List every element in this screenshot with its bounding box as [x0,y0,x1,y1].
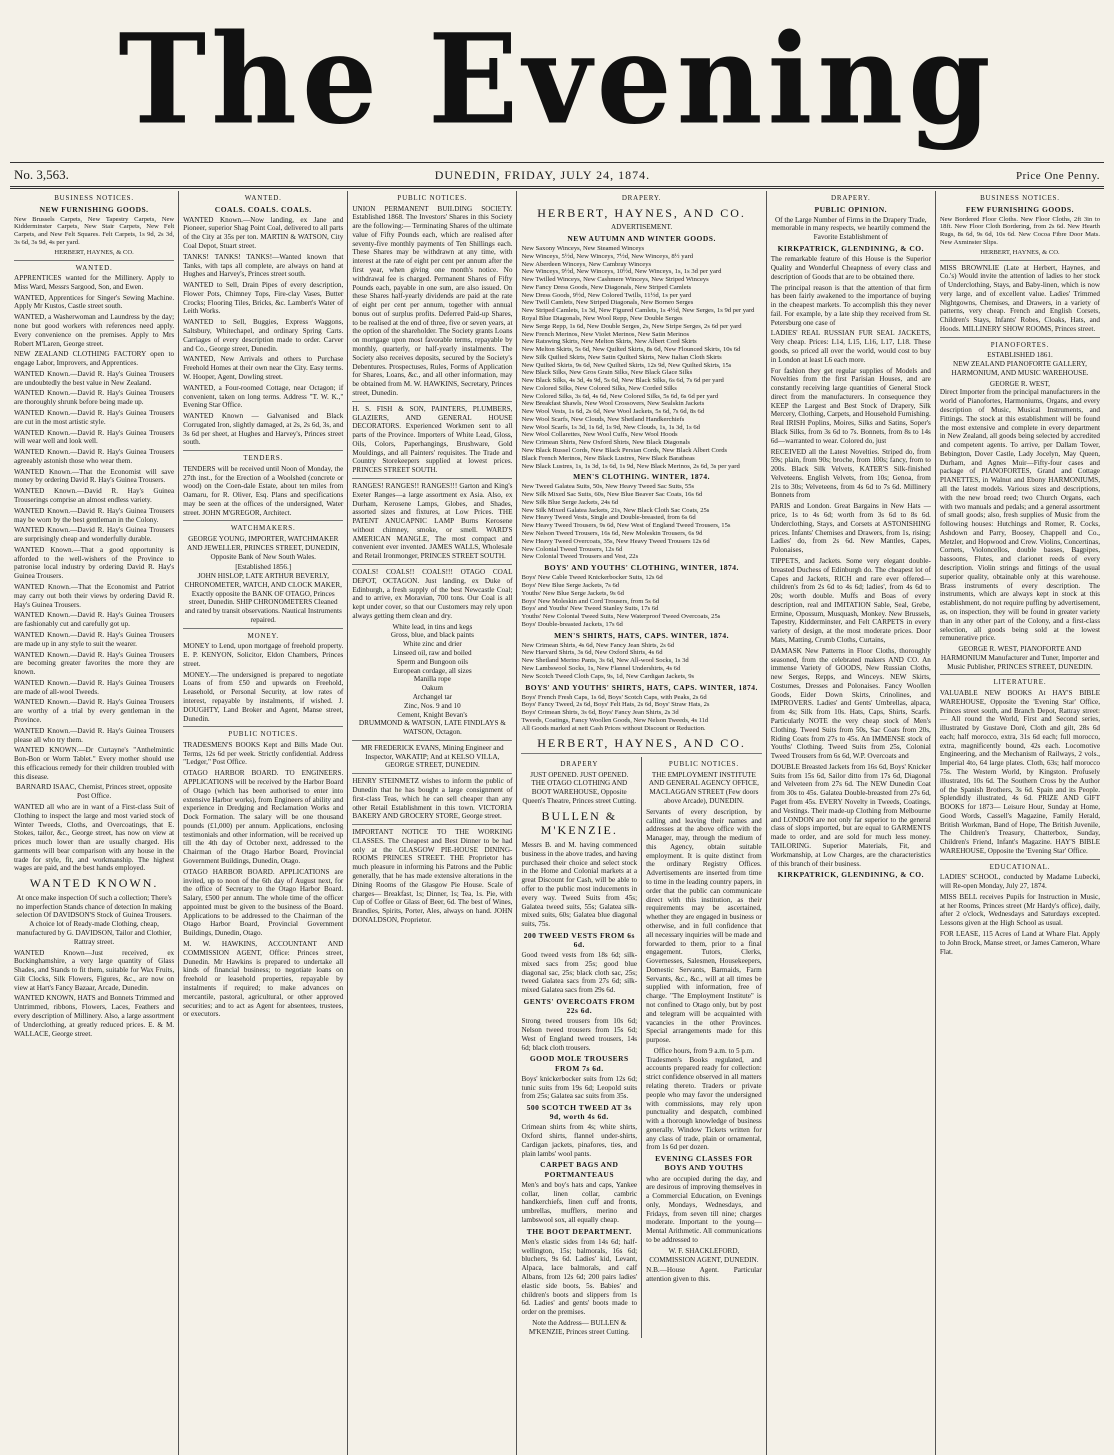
ad-text: GEORGE YOUNG, IMPORTER, WATCHMAKER AND JEWELLER, PRINCES STREET, DUNEDIN, Opposite Bank of New South Wales. [186,534,340,561]
divider [183,450,343,451]
ad-text: WANTED Known.—David R. Hay's Guinea Trousers are undoubtedly the best value in New Zealand. [14,369,175,387]
ad-signature: HERBERT, HAYNES, & CO. [54,248,134,256]
section-heading: WANTED. [75,263,113,272]
dateline [10,162,1104,189]
list-item: New Heavy Tweed Vests, Single and Double-breasted, from 6s 6d [521,514,696,522]
list-item: New French Merinos, New Violet Merinos, New Satin Merinos [521,330,690,338]
list-item: New Colonial Tweed Trousers and Vest, 22s [521,553,639,561]
ad-text: WANTED Known.—Now landing, ex Jane and Pioneer, superior Shag Point Coal, delivered to all parts of the City at 35s per ton. MARTIN & WATSON, City Coal Depot, Stuart street. [183,215,344,251]
list-item: Black French Merinos, New Black Lustres, New Black Baratheas [521,454,695,462]
ad-subheading: NEW FURNISHING GOODS. [39,204,149,214]
ad-text: Strong tweed trousers from 10s 6d; Nelson tweed trousers from 15s 6d; West of England tweed trousers, 14s 6d; black cloth trousers. [521,1017,638,1052]
list-item: Royal Blue Diagonals, New Wool Repp, New Double Serges [521,314,683,322]
ad-text: OTAGO HARBOR BOARD. APPLICATIONS are invited, up to noon of the 6th day of August next, for the office of Secretary to the Otago Harbor Board. Salary, £500 per annum. The whole time of the officer appointed must be given to the business of the Board. Applications to be addressed to the Chairman of the Otago Harbor Board, Provincial Government Buildings, Dunedin, Otago. [183,867,344,938]
ad-text: MISS BELL receives Pupils for Instruction in Music, at her Rooms, Princes street (Mr Hardy's office), daily, after 2 o'clock, Wednesdays and Saturdays excepted. Lessons given at the High School as usual. [939,892,1101,928]
list-item: New Black Russel Cords, New Black Persian Cords, New Black Albert Cords [521,446,728,454]
masthead [10,8,1104,156]
section-heading: EDUCATIONAL. [989,862,1051,871]
list-item: New Breakfast Shawls, New Wool Crossovers, New Sealskin Jackets [521,400,705,408]
list-item: New Heavy Tweed Trousers, 9s 6d, New West of England Tweed Trousers, 15s [521,522,731,530]
section-heading: DRAPERY [560,760,599,769]
firm-name: BULLEN & M'KENZIE. [540,808,618,838]
ad-text: TRADESMEN'S BOOKS Kept and Bills Made Out. Terms, 12s 6d per week. Strictly confidential. Address "Ledger," Post Office. [183,740,344,767]
ad-text: WANTED Known.—David R. Hay's Guinea Trousers are cut in the most artistic style. [14,408,175,426]
ad-subheading: BOYS' AND YOUTHS' CLOTHING, WINTER, 1874. [544,563,739,573]
ad-subheading: PUBLIC OPINION. [814,204,888,214]
ad-text: GEORGE R. WEST, [989,379,1050,388]
section-heading: PUBLIC NOTICES. [668,760,739,769]
list-item: Oakum [421,684,443,693]
divider [183,628,343,629]
list-item: New Colored Silks, 3s 6d, 4s 6d, New Colored Silks, 5s 6d, 6s 6d per yard [521,392,719,400]
list-item: New Wool Vests, 1s 6d, 2s 6d, New Wool Jackets, 5s 6d, 7s 6d, 8s 6d [521,408,705,416]
goods-list [521,574,761,628]
ad-subheading: 200 TWEED VESTS FROM 6s 6d. [523,930,635,949]
ad-text: LADIES' REAL RUSSIAN FUR SEAL JACKETS, Very cheap. Prices: L14, L15, L16, L17, L18. These goods, so priced all over the world, would cost to buy in London at least L6 each more. [770,329,931,364]
ad-signature: HERBERT, HAYNES, & CO. [980,248,1060,256]
ad-text: At once make inspection Of such a collection; There's no imperfection Stands chance of detection In making selection Of DAVIDSON'S Stock of Guinea Trousers. A choice lot of Ready-made Clothing, cheap, manufactured by G. DAVIDSON, Tailor and Clothier, Rattray street. [16,893,172,946]
ad-text: Good tweed vests from 18s 6d; silk-mixed sacs from 25s; good blue diagonal sac, 25s; black cloth sac, 25s; tweed Galatea sacs from 27s 6d; silk-mixed Galatea sacs from 29s 6d. [521,951,638,995]
ad-subheading: FEW FURNISHING GOODS. [965,204,1074,214]
section-heading: MONEY. [247,631,279,640]
ad-subheading: ADVERTISEMENT. [611,223,673,232]
ad-text: JOHN HISLOP, LATE ARTHUR BEVERLY, CHRONOMETER, WATCH, AND CLOCK MAKER, Exactly opposite the BANK OF OTAGO, Princes street, Dunedin. SHIP CHRONOMETERS Cleaned and rated by transit observations. Nautical Instruments repaired. [184,572,342,624]
divider [352,564,512,565]
ad-subheading: 500 SCOTCH TWEED AT 3s 9d, worth 4s 6d. [526,1103,632,1122]
firm-name: HERBERT, HAYNES, AND CO. [537,205,746,220]
ad-text: WANTED KNOWN.—Dr Curtayne's "Anthelmintic Bon-Bon or Worm Tablet." Every mother should use this efficacious remedy for their children troubled with this disease. [14,746,175,781]
divider [14,260,174,261]
list-item: New Shetland Merino Pants, 3s 6d, New All-wool Socks, 1s 3d [521,657,689,665]
ad-text: WANTED Known.—David R. Hay's Guinea Trousers are made of all-wool Tweeds. [14,678,175,696]
list-item: European cordage, all sizes [393,666,472,675]
list-item: Boys' New Moleskin and Cord Trousers, from 5s 6d [521,597,660,605]
place-date: DUNEDIN, FRIDAY, JULY 24, 1874. [434,168,651,182]
section-heading: PUBLIC NOTICES. [228,730,299,739]
ad-subheading: MEN'S CLOTHING. WINTER, 1874. [573,472,711,482]
ad-signature: DRUMMOND & WATSON, LATE FINDLAYS & WATSON, Octagon. [358,719,506,737]
list-item: New Colonial Tweed Trousers, 12s 6d [521,545,623,553]
ad-text: THE OTAGO CLOTHING AND BOOT WAREHOUSE, Opposite Queen's Theatre, Princes street Cutting. [522,779,637,806]
list-item: Youths' New Colonial Tweed Suits, New Waterproof Tweed Overcoats, 25s [521,613,721,621]
ad-text: Of the Large Number of Firms in the Drapery Trade, memorable in many respects, we heartily commend the Favorite Establishment of [771,215,931,242]
section-heading: BUSINESS NOTICES. [980,194,1060,202]
list-item: New Twilled Winceys, New Cashmere Winceys, New Striped Winceys [521,276,709,284]
ad-text: H. S. FISH & SON, PAINTERS, PLUMBERS, GLAZIERS, AND GENERAL HOUSE DECORATORS. Experienced Workmen sent to all parts of the Province. Importers of White Lead, Gloss, Oils, Colors, Paperhangings, Brushware, Gold Mouldings, and all Painters' requisites. The Trade and Country Storekeepers supplied at lowest prices. PRINCES STREET SOUTH. [352,404,513,475]
ad-text: WANTED to Sell, Drain Pipes of every description, Flower Pots, Chimney Tops, Fire-clay Vases, Butter Crocks; Flooring Tiles, Bricks, &c. Lambert's Water of Leith Works. [183,281,344,316]
section-heading: PUBLIC NOTICES. [397,194,468,202]
list-item: New Twill Camlets, New Striped Diagonals, New Borneo Serges [521,299,694,307]
divider [352,401,512,402]
ad-subheading: GOOD MOLE TROUSERS FROM 7s 6d. [529,1054,629,1073]
ad-text: M. W. HAWKINS, ACCOUNTANT AND COMMISSION AGENT, Office: Princes street, Dunedin. Mr Hawkins is prepared to undertake all kinds of financial business; to negotiate loans on freehold or leasehold properties, repayable by instalments if required; to make advances on mercantile, pastoral, agricultural, or other approved securities; and to act as Agent for absentees, trustees, or executors. [183,940,344,1019]
ad-text: NEW ZEALAND CLOTHING FACTORY open to engage Labor, Improvers, and Apprentices. [14,350,175,368]
ad-text: Office hours, from 9 a.m. to 5 p.m. [653,1046,755,1055]
divider [940,260,1100,261]
divider [940,337,1100,338]
ad-text: THE EMPLOYMENT INSTITUTE AND GENERAL AGENCY OFFICE, MACLAGGAN STREET (Few doors above Arcade), DUNEDIN. [648,770,759,806]
ad-text: For fashion they get regular supplies of Models and Novelties from the first Parisian Houses, and are constantly receiving large quantities of General Stock direct from the manufacturers. In consequence they KEEP the Largest and Best Stock of Drapery, Silk Mercery, Clothing, Carpets, and Household Furnishing. Real IRISH Poplins, Moires, Silks and Satins, Soper's Black Silks, from 3s 6d to 7s. Bonnets, from 8s to 14s 6d—warranted to wear. Colored do, just [770,366,931,445]
list-item: Boys' and Youths' New Tweed Stanley Suits, 17s 6d [521,605,659,613]
column-1 [10,191,179,1455]
list-item: All Goods marked at nett Cash Prices without Discount or Reduction. [521,724,706,732]
ad-text: who are occupied during the day, and are desirous of improving themselves in a Commercial Education, on Evenings only, Mondays, Wednesdays, and Fridays, from seven till nine; charges moderate. Important to the young—Mental Arithmetic. All communications to be addressed to [646,1174,762,1245]
ad-text: WANTED Known—Just received, ex Buckinghamshire, a very large quantity of Glass Shades, and Stands to fit them, suitable for Wax Fruits, Gilt Clocks, Silk Flowers, Figures, &c., are now on view at Hart's Fancy Bazaar, Arcade, Dunedin. [14,948,175,992]
ad-text: MR FREDERICK EVANS, Mining Engineer and Inspector, WAKATIP; And at KELSO VILLA, GEORGE STREET, DUNEDIN. [361,743,504,770]
ad-text: WANTED Known.—David R. Hay's Guinea Trousers are surprisingly cheap and wonderfully durable. [14,526,175,544]
ad-text: OTAGO HARBOR BOARD. TO ENGINEERS. APPLICATIONS will be received by the Harbor Board of Otago (which has been authorised to enter into extensive Harbor works), from Engineers of ability and experience in Dredging and Reclamation Works and Dock Formation. The salary will be one thousand pounds (£1,000) per annum. Applications, enclosing testimonials and other information, will be received up till the 4th day of October next, addressed to the Chairman of the Otago Harbor Board, Provincial Government Buildings, Dunedin, Otago. [183,769,344,866]
ad-text: UNION PERMANENT BUILDING SOCIETY. Established 1868. The Investors' Shares in this Society are the following:— Terminating Shares of the ultimate value of Fifty Pounds each, which are realised after seventy-five monthly payments of Ten Shillings each. These Shares may be withdrawn at any time, with interest at the rate of eight per cent per annum after the first year, when giving one month's notice. No withdrawal fee is charged. Permanent Shares of Fifty Pounds each, payable in one sum, are also issued. On these Shares half-yearly dividends are paid at the rate of eight per cent per annum, together with annual bonus out of surplus profits. Deferred Paid-up Shares, to be realised at the end of three, five or seven years, at the option of the shareholder. The Society grants Loans on mortgage upon most favorable terms, repayable by monthly, quarterly, or half-yearly instalments. The Society also receives deposits, secured by the Society's Debentures. Prospectuses, Rules, Forms of Application for Shares, Loans, &c., and all other information, may be obtained from M. W. HAWKINS, Secretary, Princes street, Dunedin. [352,204,513,397]
ad-text: WANTED Known.—David R. Hay's Guinea Trouserings comprise an almost endless variety. [14,487,175,504]
ad-subheading: BOYS' AND YOUTHS' SHIRTS, HATS, CAPS. WINTER, 1874. [525,682,758,692]
list-item: New Melton Skirts, 5s 6d, New Quilted Skirts, 8s 6d, New Flounced Skirts, 10s 6d [521,346,741,354]
ad-text: Crimean shirts from 4s; white shirts, Oxford shirts, flannel under-shirts, Cardigan jackets, pinafores, ties, and plain lambs' wool pants. [521,1123,638,1158]
list-item: New Lambswool Socks, 1s, New Flannel Undershirts, 4s 6d [521,665,681,673]
ad-signature: GEORGE R. WEST, PIANOFORTE AND HARMONIUM Manufacturer and Tuner, Importer and Music Publisher, PRINCES STREET, DUNEDIN. [940,645,1100,671]
ad-text: LADIES' SCHOOL, conducted by Madame Lubecki, will Re-open Monday, July 27, 1874. [939,873,1101,891]
ad-text: TIPPETS, and Jackets. Some very elegant double-breasted Duchess of Edinburgh do. The cheapest lot of Capes and Jackets, RICH and rare ever offered—children's from 2s 6d to 4s 6d; ladies', from 4s 6d to 20s; worth double. Muffs and Boas of every description, real and IMITATION Sable, Seal, Grebe, Ermine, Opossum, Musquash, Monkey. New Brussels, Tapestry, Kidderminster, and Felt CARPETS in every variety of design, at the most moderate prices. Door Mats, Matting, Crumb Cloths, Curtains, [770,556,931,644]
ad-text: WANTED Known.—That a good opportunity is afforded to the well-wishers of the Province to patronise local industry by ordering David R. Hay's Guinea Trousers. [14,545,175,581]
ad-text: MONEY.—The undersigned is prepared to negotiate Loans of from £50 and upwards on Freehold, Leasehold, or Personal Security, at low rates of interest, repayable by instalments, if wished. J. DOUGHTY, Land Broker and Agent, Manse street, Dunedin. [183,670,344,723]
ad-text: Men's elastic sides from 14s 6d; half-wellington, 15s; balmorals, 16s 6d; bluchers, 9s 6d. Ladies' kid, Levant, Alpaca, lace balmorals, and calf Albans, from 12s 6d; 200 pairs ladies' elastic side boots, 5s. Babies' and children's boots and slippers from 1s 6d. Ladies' and gents' boots made to order on the premises. [521,1237,638,1317]
ad-text: Servants of every description, by calling and leaving their names and addresses at the above office with the Manager, may, through the medium of this Agency, obtain suitable employment. It is quite distinct from the ordinary Registry Offices. Advertisements are inserted from time to time in the leading country papers, in order that the public can communicate direct with this institution, as their requirements may be ascertained, whether they are engaged in business or otherwise, and in full confidence that all necessary inquiries will be made and forwarded to them, prior to a final engagement. Tutors, Clerks, Governesses, Salesmen, Housekeepers, Domestic Servants, Barmaids, Farm Servants, &c., &c., will at all times be supplied with information, free of charge. "The Employment Institute" is not confined to Otago only, but by post and telegram will be acquainted with vacancies in the other Provinces. Special arrangements made for this purpose. [646,807,762,1045]
ad-text: FOR LEASE, 115 Acres of Land at Whare Flat. Apply to John Brock, Manse street, or James Cameron, Whare Flat. [939,930,1101,956]
ad-subheading: THE BOOT DEPARTMENT. [526,1226,632,1236]
ad-text: COALS! COALS!! COALS!!! OTAGO COAL DEPOT, OCTAGON. Just landing, ex Duke of Edinburgh, a fresh supply of the best Newcastle Coal; and to arrive, ex Moravian, 700 tons. Our Coal is all kept under cover, so that our Customers may rely upon always getting them clean and dry. [352,568,513,620]
list-item: New Striped Camlets, 1s 3d, New Figured Camlets, 1s 4½d, New Serges, 1s 9d per yard [521,307,755,315]
list-item: Sperm and Bungoon oils [396,657,469,666]
ad-signature: KIRKPATRICK, GLENDINING, & CO. [777,870,924,880]
ad-text: DOUBLE Breasted Jackets from 16s 6d, Boys' Knicker Suits from 15s 6d, Sailor ditto from 17s 6d, Diagonal and Velveteen from 27s 6d. The NEW Dunedin Coat from 30s to 45s. Galatea Double-breasted from 27s 6d, Paget from 45s. EVERY Novelty in Tweeds, Coatings, and Vestings. Their made-up Clothing from Melbourne and LONDON are not only far superior to the general class of slops imported, but are equal to GARMENTS made to order, and are sold for much less money. TAILORING. Superior Materials, Fit, and Workmanship, at Low Charges, are the characteristics of this branch of their business. [770,762,931,868]
ad-text: Boys' knickerbocker suits from 12s 6d; tunic suits from 19s 6d; Leopold suits from 25s; Galatea sac suits from 35s. [521,1074,638,1101]
list-item: New Wool Scarfs, 1s 3d, 1s 6d, 1s 9d, New Clouds, 1s, 1s 3d, 1s 6d [521,423,700,431]
ad-text: WANTED Known.—David R. Hay's Guinea Trousers are fashionably cut and carefully got up. [14,611,175,629]
ad-text: WANTED Known.—David R. Hay's Guinea Trousers please all who try them. [14,726,175,744]
divider [183,726,343,727]
ad-subheading: JUST OPENED. JUST OPENED. [530,770,629,779]
divider [521,753,761,754]
ad-text: Direct Importer from the principal manufacturers in the world of Pianofortes, Harmoniums, Organs, and every description of Music, Musical Instruments, and Fittings. The stock at this establishment will be found the most extensive and complete in every department in New Zealand, all goods being selected by accredited and competent agents. To arrive, per Dallam Tower, Bebington, Dover Castle, Lady Jocelyn, May Queen, Durham, and Agnes Muir—Fifty-four cases and package of PIANOFORTES, Grand and Cottage PIANETTES, in Walnut and Ebony HARMONIUMS, all the latest models. Various sizes and descriptions, with the new broad reed; two Church Organs, each with two manuals and pedals; and a general assortment of small goods; also, fresh supplies of Music from the following houses: Hutchings and Romer, R. Cocks, Ashdown and Parry, Boosey, Chappell and Co., Metzler, and Hopwood and Crew. Violins, Concertinas, Cornets, Violoncellos, double basses, Bagpipes, bassoons, Flutes, and clarionet reeds of every description. Violin strings and fittings of the usual superior quality, obtainable only at this warehouse. Brass instruments of every description. The instruments, which are always kept in stock at this establishment, do not require puffing by advertisement, as, on inspection, they will be found in greater variety than in any other part of the Colony, and a first-class selection, all goods being sold at the lowest remunerative price. [939,388,1101,643]
ad-text: HENRY STEINMETZ wishes to inform the public of Dunedin that he has bought a large consignment of first-class Teas, which he can sell cheaper than any other Retail Establishment in this town. VICTORIA BAKERY AND GROCERY STORE, George street. [352,777,513,821]
lower-split [521,757,761,1338]
ad-text: ESTABLISHED 1861. [987,351,1053,360]
list-item: New Ratswing Skirts, New Melton Skirts, New Albert Cord Skirts [521,338,697,346]
list-item: New Silk Mixed Sac Suits, 60s, New Blue Beaver Sac Coats, 16s 6d [521,491,703,499]
list-item: Boys' Double-breasted Jackets, 17s 6d [521,620,623,628]
list-item: White lead, in tins and kegs [392,622,473,631]
divider [940,674,1100,675]
list-item: New Black Silks, 4s 3d, 4s 9d, 5s 6d, New Black Silks, 6s 6d, 7s 6d per yard [521,377,724,385]
ad-subheading: NEW AUTUMN AND WINTER GOODS. [567,233,716,243]
list-item: Manilla rope [413,675,451,684]
divider [352,824,512,825]
divider [352,478,512,479]
ad-text: WANTED all who are in want of a First-class Suit of Clothing to inspect the large and most varied stock of Winter Tweeds, Cloths, and Overcoatings, that E. Stokes, tailor, &c., George street, has now on view at prices much lower than are usually charged. His garments will bear comparison with any house in the trade for style, fit, and workmanship. The highest wages are paid, and the best hands employed. [14,803,175,873]
list-item: New Dress Goods, 9½d, New Colored Twills, 11½d, 1s per yard [521,291,692,299]
section-heading: WANTED. [244,194,282,202]
bullen-ad [521,757,642,1338]
ad-text: BARNARD ISAAC, Chemist, Princes street, opposite Post Office. [16,783,173,801]
list-item: Boys' Crimean Shirts, 3s 6d, Boys' Fancy Jean Shirts, 2s 3d [521,709,679,717]
goods-list [352,623,512,720]
list-item: Linseed oil, raw and boiled [393,649,472,658]
list-item: Tweeds, Coatings, Fancy Woollen Goods, New Nelson Tweeds, 4s 11d [521,716,709,724]
ad-heading: WANTED KNOWN. [29,876,159,891]
ad-text: NEW ZEALAND PIANOFORTE GALLERY, HARMONIUM, AND MUSIC WAREHOUSE. [951,360,1089,377]
ad-text: WANTED to Sell, Buggies, Express Waggons, Saltsbury, Whitechapel, and ordinary Spring Carts. Carriages of every description made to order. Carver and Co., George street, Dunedin. [183,318,344,353]
goods-list [521,483,761,561]
list-item: New Scotch Tweed Cloth Caps, 9s, 1d, New Cardigan Jackets, 9s [521,672,695,680]
column-7 [936,191,1104,1455]
divider [352,773,512,774]
ad-subheading: COALS. COALS. COALS. [214,204,312,214]
list-item: Boys' Fancy Tweed, 2s 6d, Boys' Felt Hats, 2s 6d, Boys' Straw Hats, 2s [521,701,710,709]
ad-text: PARIS and London. Great Bargains in New Hats —price, 1s to 4s 6d; worth from 3s 6d to 8s 6d. Underclothing, Stays, and Corsets at ASTONISHING prices. Infants' Chemises and Drawers, from 1s, rising; Ladies' do, from 2s 6d. New Mantles, Capes, Polonaises, [770,502,931,555]
list-item: New Silk Blue Serge Jackets, 24s 6d [521,498,619,506]
ad-text: WANTED Known.—David R. Hay's Guinea Trousers may be worn by the best gentleman in the Colony. [14,506,175,524]
list-item: New Nelson Tweed Trousers, 16s 6d, New Moleskin Trousers, 6s 9d [521,530,703,538]
columns [10,191,1104,1455]
section-heading: DRAPERY. [621,194,662,202]
list-item: Boys' French Fresh Caps, 1s 6d, Boys' Scotch Caps, with Peaks, 2s 6d [521,693,707,701]
list-item: New Saxony Winceys, New Steamed Winceys [521,245,645,253]
ad-text: N.B.—House Agent. Particular attention given to this. [646,1266,762,1284]
list-item: New Winceys, 9½d, New Winceys, 10½d, New Winceys, 1s, 1s 3d per yard [521,268,722,276]
goods-list [521,245,761,470]
list-item: New Crimean Shirts, New Oxford Shirts, New Black Diagonals [521,439,690,447]
ad-text: Tradesmen's Books regulated, and accounts prepared ready for collection: strict confidence observed in all matters relating thereto. Traders or private people who may favor the undersigned with commissions, may rely upon punctuality and despatch, combined with a thorough knowledge of business generally. Window Tickets written for any class of trade, plain or ornamental, from 1s 6d per dozen. [646,1055,762,1152]
ad-text: The principal reason is that the attention of that firm has been fairly awakened to the importance of buying in the cheapest markets. To accomplish this they never fail. For example, by a late ship they received from St. Petersburg one case of [770,283,931,327]
ad-text: New Brussels Carpets, New Tapestry Carpets, New Kidderminster Carpets, New Stair Carpets, New Felt Carpets, and New Felt Squares. Felt Carpets, 1s 9d, 2s 3d, 3s 6d, 3s 9d, 4s per yard. [14,215,175,246]
list-item: New Serge Repp, 1s 6d, New Double Serges, 2s, New Stripe Serges, 2s 6d per yard [521,322,742,330]
section-heading: LITERATURE. [993,678,1047,687]
ad-text: WANTED Known.—David R. Hay's Guinea Trousers are made up in any style to suit the wearer. [14,630,175,648]
ad-text: New Bordered Floor Cloths. New Floor Cloths, 2ft 3in to 18ft. New Floor Cloth Bordering, from 2s 6d. New Hearth Rugs, 8s 6d, 9s 6d, 10s 6d. New Cocoa Fibre Door Mats. New Axminster Slips. [939,215,1101,246]
ad-text: WANTED Known.—That the Economist will save money by ordering David R. Hay's Guinea Trousers. [14,467,175,485]
ad-text: APPRENTICES wanted for the Millinery. Apply to Miss Ward, Messrs Sargood, Son, and Ewen. [14,274,175,291]
column-2 [179,191,348,1455]
goods-list [521,694,761,733]
list-item: New Black Lustres, 1s, 1s 3d, 1s 6d, 1s 9d, New Black Merinos, 2s 6d, 3s per yard [521,462,740,470]
ad-text: WANTED, Apprentices for Singer's Sewing Machine. Apply Mr Kustos, Castle street south. [14,293,175,311]
firm-name: KIRKPATRICK, GLENDINING, & CO. [777,244,924,254]
list-item: New Fancy Dress Goods, New Diagonals, New Striped Camlets [521,283,692,291]
ad-text: MISS BROWNLIE (Late at Herbert, Haynes, and Co.'s) Would invite the attention of ladies to her stock of Underclothing, Stays, and Baby-linen, which is now very large, and of excellent value. Ladies' Trimmed Nightgowns, Chemises, and Drawers, in a variety of patterns, very cheap. French and English Corsets, Children's Stays, Infants' Robes, Cloaks, Hats, and Hoods. MILLINERY SHOW ROOMS, Princes street. [939,263,1101,333]
ad-signature: W. F. SHACKLEFORD, COMMISSION AGENT, DUNEDIN. [649,1246,759,1264]
list-item: New Colored Silks, New Colored Silks, New Corded Silks [521,384,677,392]
ad-text: WANTED Known.—David R. Hay's Guinea Trousers are thoroughly shrunk before being made up. [14,389,175,407]
list-item: New Heavy Tweed Overcoats, 35s, New Heavy Tweed Trousers 12s 6d [521,537,710,545]
ad-text: Messrs B. and M. having commenced business in the above trades, and having purchased their choice and select stock in the Home and Colonial markets at a great Discount for Cash, will be able to offer to the public most inducements in every way. Tweed Suits from 45s; Galatea tweed suits, 55s; Galatea silk-mixed suits, 60s; Galatea blue diagonal suits, 75s. [521,841,638,929]
ad-text: The remarkable feature of this House is the Superior Quality and Wonderful Cheapness of every class and description of Goods that are to be obtained there. [770,255,931,281]
goods-list [521,642,761,681]
ad-text: WANTED, a Washerwoman and Laundress by the day; none but good workers with references need apply. Every convenience on the premises. Apply to Mrs Robert M'Laren, George street. [14,313,175,348]
ad-subheading: GENTS' OVERCOATS FROM 22s 6d. [523,997,636,1016]
ad-text: TENDERS will be received until Noon of Monday, the 27th inst., for the Erection of a Woolshed (concrete or wood) on the Coen-dale Estate, about ten miles from Oamaru, for R. Oliver, Esq. Plans and specifications may be seen at the offices of the undersigned, Water street. JOHN M'GREGOR, Architect. [183,464,344,517]
section-heading: DRAPERY. [831,194,871,202]
firm-name: HERBERT, HAYNES, AND CO. [537,735,746,750]
column-4 [517,191,766,1455]
ad-subheading: EVENING CLASSES FOR BOYS AND YOUTHS [655,1154,753,1173]
ad-text: WANTED Known.—That the Economist and Patriot may carry out both their views by ordering David R. Hay's Guinea Trousers. [14,583,175,609]
list-item: White zinc and drier [402,640,462,649]
divider [352,740,512,741]
list-item: Zinc, Nos. 9 and 10 [404,701,461,710]
ad-text: WANTED, a Four-roomed Cottage, near Octagon; if convenient, taken on long terms. Address "T. W. K.," Evening Star Office. [183,383,344,410]
ad-subheading: MEN'S SHIRTS, HATS, CAPS. WINTER, 1874. [554,630,729,640]
ad-text: [Established 1856.] [235,563,292,572]
ad-signature: Note the Address— BULLEN & M'KENZIE, Princes street Cutting. [528,1318,630,1336]
list-item: New Winceys, 5½d, New Winceys, 7½d, New Winceys, 8½ yard [521,252,693,260]
list-item: New Quilted Skirts, 9s 6d, New Quilted Skirts, 12s 9d, New Quilted Skirts, 15s [521,361,732,369]
section-heading: TENDERS. [243,454,284,463]
section-heading: BUSINESS NOTICES. [54,194,134,202]
column-3 [348,191,517,1455]
list-item: New Harvard Shirts, 3s 6d, New Oxford Shirts, 4s 6d [521,649,663,657]
ad-text: WANTED Known.—David R. Hay's Guinea Trousers agreeably astonish those who wear them. [14,448,175,465]
price: Price One Penny. [1016,170,1100,182]
list-item: New Silk Quilted Skirts, New Satin Quilted Skirts, New Italian Cloth Skirts [521,353,722,361]
ad-text: IMPORTANT NOTICE TO THE WORKING CLASSES. The Cheapest and Best Dinner to be had only at the GLASGOW PIE-HOUSE DINING-ROOMS PRINCES STREET. THE Proprietor has much pleasure in informing his Patrons and the Public generally, that he has made extensive alterations in the Dining Rooms of the Glasgow Pie House. Scale of charges— Breakfast, 1s; Dinner, 1s; Tea, 1s. Pie, with Cup of Coffee or Glass of Beer, 6d. The best of Wines, Brandies, Spirits, Porter, Ales, always on hand. JOHN DONALDSON, Proprietor. [352,828,513,924]
divider [940,859,1100,860]
list-item: New Tweed Galatea Suits, 50s, New Heavy Tweed Sac Suits, 55s [521,483,695,491]
ad-text: TANKS! TANKS! TANKS!—Wanted known that Tanks, with taps all complete, are always on hand at Hughes and Harvey's, Princes street south. [183,252,344,279]
list-item: New Wool Scarfs, New Clouds, New Shetland Handkerchiefs [521,415,685,423]
ad-text: VALUABLE NEW BOOKS At HAY'S BIBLE WAREHOUSE, Opposite the 'Evening Star' Office, Princes street south, and Branch Depot, Rattray street:— All round the World, First and Second series, illustrated by Gustave Doré, Cloth and gilt, 28s 6d each; half morocco, extra, 31s 6d each; full morocco, extra, magnificently bound, 42s each. Locomotive Engineering, and the Mechanism of Railways, 2 vols., Imperial 4to, 64 large plates. Cloth, 63s; half morocco 75s. The Western World, by Kingston. Profusely illustrated, 10s 6d. The Southern Cross by the Author of the Spanish Brothers, 3s 6d. Spain and its People. Splendidly illustrated, 4s 6d. PRIZE AND GIFT BOOKS for 1873— Leisure Hour, Sunday at Home, Good Words, Cassell's Magazine, Family Herald, British Workman, Band of Hope, The British Juvenile, The Children's Treasury, Chatterbox, Sunday, Children's Friend, Infant's Magazine. HAY'S BIBLE WAREHOUSE, Opposite the 'Evening Star' Office. [939,688,1101,855]
ad-text: WANTED Known.—David R. Hay's Guinea Trousers are becoming greater favorites the more they are known. [14,650,175,677]
ad-text: RECEIVED all the Latest Novelties. Striped do, from 59s; plain, from 90s; broche, from 100s; fancy, from to 200s. Black Silk Velvets, KATER'S Silk-finished Velveteens. English Velvets, from 10s; Genoa, from 21s to 30s; Velveteens, from 4s 6d to 7s 6d. Millinery Bonnets from [770,447,931,500]
ad-text: WANTED KNOWN, HATS and Bonnets Trimmed and Untrimmed, ribbons, Flowers, Laces, Feathers and every description of Millinery. Also, a large assortment of Underclothing, at greatly reduced prices. E. & M. WALLACE, George street. [14,994,175,1038]
section-heading: PIANOFORTES. [990,340,1050,349]
list-item: New Aberdeen Winceys, New Cambray Winceys [521,260,652,268]
list-item: Cement, Knight Bevan's [397,710,468,719]
ad-text: MONEY to Lend, upon mortgage of freehold property. E. P. KENYON, Solicitor, Eldon Chambers, Princes street. [183,642,344,668]
ad-text: WANTED Known.—David R. Hay's Guinea Trousers are worthy of a trial by every gentleman in the Province. [14,698,175,724]
section-heading: WATCHMAKERS. [230,524,296,533]
list-item: New Wool Collarettes, New Wool Cuffs, New Wool Hoods [521,431,678,439]
list-item: Boys' New Blue Serge Jackets, 7s 6d [521,581,620,589]
issue-number: No. 3,563. [14,167,69,182]
list-item: Boys' New Cable Tweed Knickerbocker Suits, 12s 6d [521,574,663,582]
ad-text: WANTED Known.—David R. Hay's Guinea Trousers will wear well and look well. [14,428,175,446]
list-item: Archangel tar [412,692,453,701]
list-item: Youths' New Blue Serge Jackets, 9s 6d [521,589,624,597]
ad-text: DAMASK New Patterns in Floor Cloths, thoroughly seasoned, from the celebrated makers AND CO. An immense Variety of GOODS, New Russian Cloths, new Serges, Repps, and Winceys. NEW Skirts, Costumes, Dresses and Polonaises. Fancy Woollen Goods, Eider Down Skirts, Crinolines, and IMPROVERS. Ladies' and Gents' Umbrellas, alpaca, from 4s; Silk from 10s. Hats, Caps, Shirts, Scarfs. Particularly NOTE the very cheap stock of Men's Clothing. Tweed Suits from 50s, Sac Coats from 20s, Riding Coats from 27s to 45s. An IMMENSE stock of Youths' Clothing. Tweed Suits from 25s, Colonial Tweed Trousers from 6s 6d, W.P. Overcoats and [770,646,931,761]
ad-text: RANGES! RANGES!! RANGES!!! Garton and King's Exeter Ranges—a large assortment ex Asia. Also, ex Durham, Kerosene Lamps, Globes, and Shades, assorted sizes and fixtures, at Low Prices. THE PATENT ANUCAPNIC LAMP Burns Kerosene without chimney, smoke, or smell. WARD'S AMERICAN MANGLE, The most compact and convenient ever invented. JAMES WALLS, Wholesale and Retail Ironmonger, PRINCES STREET SOUTH. [352,481,513,561]
ad-text: WANTED Known — Galvanised and Black Corrugated Iron, slightly damaged, at 2s, 2s 6d, 3s, and 3s 6d per sheet, at Hughes and Harvey's, Princes street south. [183,412,344,447]
list-item: New Silk Mixed Galatea Jackets, 21s, New Black Cloth Sac Coats, 25s [521,506,710,514]
list-item: New Black Silks, New Gros Grain Silks, New Black Glace Silks [521,369,693,377]
employment-ad [642,757,762,1338]
divider [183,520,343,521]
ad-subheading: CARPET BAGS AND PORTMANTEAUS [540,1160,619,1179]
list-item: New Crimean Shirts, 4s 6d, New Fancy Jean Shirts, 2s 6d [521,641,675,649]
list-item: Gross, blue, and black paints [390,631,474,640]
ad-text: Men's and boy's hats and caps, Yankee collar, linen collar, cambric handkerchiefs, linen cuff and fronts, umbrellas, mufflers, merino and lambswool sox, all equally cheap. [521,1180,638,1224]
ad-text: WANTED, New Arrivals and others to Purchase Freehold Homes at their own near the City. Easy terms. W. Hooper, Agent, Dowling street. [183,355,344,381]
column-6 [767,191,936,1455]
masthead-title: The Evening [118,8,996,152]
